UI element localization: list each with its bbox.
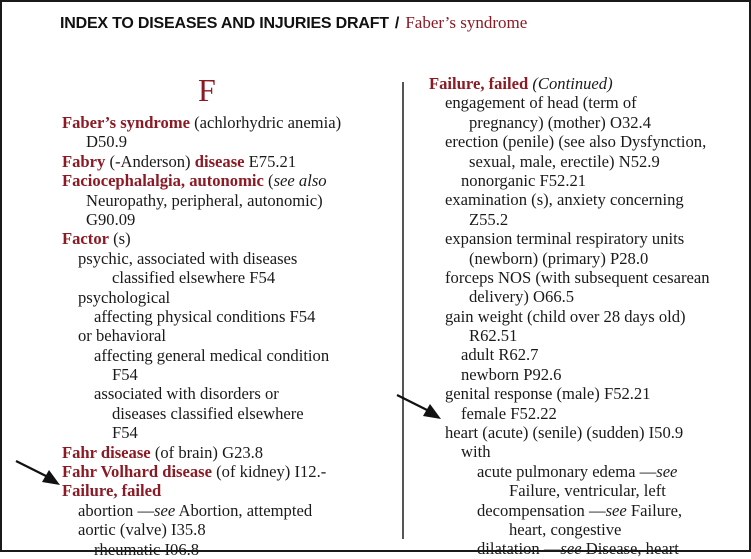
entry-text: Abortion, attempted: [175, 500, 313, 520]
entry-text: expansion terminal respiratory units: [445, 229, 685, 249]
entry-text: examination (s), anxiety concerning: [445, 190, 684, 210]
index-subentry: [429, 229, 710, 248]
entry-text: engagement of head (term of: [445, 93, 637, 113]
entry-text: decompensation —: [477, 500, 606, 520]
entry-text: (-Anderson): [105, 151, 195, 171]
entry-text: female F52.22: [461, 403, 557, 423]
entry-text: classified elsewhere F54: [112, 268, 276, 288]
index-subentry: [429, 287, 710, 306]
index-main-term: [429, 74, 710, 93]
entry-text: E75.21: [244, 151, 297, 171]
index-subentry: [429, 462, 710, 481]
index-subentry: [429, 365, 710, 384]
cross-reference-note: (Continued): [532, 74, 613, 93]
header-separator: /: [394, 15, 400, 32]
entry-text: diseases classified elsewhere: [112, 403, 304, 423]
header-topic: Faber’s syndrome: [405, 13, 528, 32]
entry-text: abortion —: [78, 500, 155, 520]
index-subentry: [429, 171, 710, 190]
index-subentry: [429, 501, 710, 520]
index-subentry: [62, 384, 341, 403]
entry-text: forceps NOS (with subsequent cesarean: [445, 267, 710, 287]
term-heading: Faber’s syndrome: [62, 113, 190, 132]
index-main-term: [62, 462, 341, 481]
term-heading: Fabry: [62, 151, 106, 171]
entry-text: nonorganic F52.21: [461, 170, 587, 190]
index-subentry: [62, 268, 341, 287]
entry-text: (s): [109, 229, 131, 249]
entry-text: delivery) O66.5: [469, 287, 575, 307]
index-subentry: [429, 404, 710, 423]
entry-text: dilatation —: [477, 539, 561, 559]
index-subentry: [62, 520, 341, 539]
entry-text: Neuropathy, peripheral, autonomic): [86, 190, 323, 210]
cross-reference-note: see: [605, 500, 627, 520]
entry-text: (of brain) G23.8: [150, 442, 264, 462]
cross-reference-note: see: [560, 539, 582, 559]
index-subentry: [429, 268, 710, 287]
entry-text: genital response (male) F52.21: [445, 384, 651, 404]
entry-text: F54: [112, 423, 138, 443]
entry-text: affecting physical conditions F54: [94, 306, 316, 326]
index-subentry: [429, 152, 710, 171]
index-subentry: [62, 132, 341, 151]
entry-text: newborn P92.6: [461, 364, 562, 384]
index-subentry: [429, 423, 710, 442]
entry-text: acute pulmonary edema —: [477, 461, 657, 481]
index-subentry: [62, 249, 341, 268]
index-main-term: [62, 443, 341, 462]
entry-text: Failure,: [626, 500, 683, 520]
term-heading: Fahr Volhard disease: [62, 462, 212, 482]
index-subentry: [429, 307, 710, 326]
index-subentry: [62, 423, 341, 442]
left-column: [62, 113, 341, 559]
entry-text: D50.9: [86, 132, 128, 152]
index-subentry: [429, 113, 710, 132]
index-subentry: [62, 501, 341, 520]
term-heading: Failure, failed: [429, 74, 529, 93]
index-subentry: [62, 191, 341, 210]
index-subentry: [62, 540, 341, 559]
index-main-term: [62, 229, 341, 248]
term-heading: Factor: [62, 229, 109, 249]
index-subentry: [62, 288, 341, 307]
index-subentry: [62, 404, 341, 423]
entry-text: rheumatic I06.8: [94, 539, 200, 559]
term-heading: Failure, failed: [62, 481, 162, 501]
entry-text: affecting general medical condition: [94, 345, 330, 365]
entry-text: psychological: [78, 287, 171, 307]
entry-text: sexual, male, erectile) N52.9: [469, 151, 660, 171]
entry-text: aortic (valve) I35.8: [78, 520, 206, 540]
index-subentry: [429, 442, 710, 461]
index-main-term: [62, 481, 341, 500]
entry-text: R62.51: [469, 326, 518, 346]
term-heading: Fahr disease: [62, 442, 151, 462]
arrow-icon: [14, 458, 64, 488]
entry-text: gain weight (child over 28 days old): [445, 306, 686, 326]
cross-reference-note: see: [656, 461, 678, 481]
entry-text: (of kidney) I12.-: [212, 462, 327, 482]
index-subentry: [429, 249, 710, 268]
entry-text: (newborn) (primary) P28.0: [469, 248, 649, 268]
cross-reference-note: see: [154, 500, 176, 520]
index-subentry: [429, 210, 710, 229]
entry-text: (: [263, 171, 274, 191]
entry-text: psychic, associated with diseases: [78, 248, 298, 268]
index-subentry: [429, 132, 710, 151]
index-subentry: [62, 326, 341, 345]
cross-reference-note: see also: [273, 171, 327, 191]
index-subentry: [429, 520, 710, 539]
index-subentry: [62, 210, 341, 229]
entry-text: heart, congestive: [509, 519, 622, 539]
right-column: [429, 74, 710, 559]
index-subentry: [429, 539, 710, 558]
index-subentry: [429, 384, 710, 403]
term-heading: disease: [194, 151, 245, 171]
index-main-term: [62, 113, 341, 132]
index-subentry: [429, 326, 710, 345]
entry-text: erection (penile) (see also Dysfynction,: [445, 132, 707, 152]
index-main-term: [62, 152, 341, 171]
entry-text: Failure, ventricular, left: [509, 481, 666, 501]
section-letter: F: [198, 72, 216, 108]
entry-text: (achlorhydric anemia): [189, 113, 342, 132]
entry-text: adult R62.7: [461, 345, 539, 365]
entry-text: Disease, heart: [581, 539, 679, 559]
entry-text: associated with disorders or: [94, 384, 279, 404]
index-subentry: [429, 481, 710, 500]
index-subentry: [429, 190, 710, 209]
entry-text: or behavioral: [78, 326, 167, 346]
entry-text: heart (acute) (senile) (sudden) I50.9: [445, 423, 684, 443]
term-heading: Faciocephalalgia, autonomic: [62, 171, 264, 191]
entry-text: pregnancy) (mother) O32.4: [469, 112, 652, 132]
header-title: INDEX TO DISEASES AND INJURIES DRAFT: [60, 15, 389, 32]
index-subentry: [62, 346, 341, 365]
index-main-term: [62, 171, 341, 190]
index-subentry: [62, 365, 341, 384]
entry-text: with: [461, 442, 491, 462]
index-subentry: [429, 93, 710, 112]
entry-text: G90.09: [86, 209, 136, 229]
index-subentry: [429, 345, 710, 364]
entry-text: F54: [112, 365, 138, 385]
index-subentry: [62, 307, 341, 326]
column-divider: [402, 82, 404, 539]
entry-text: Z55.2: [469, 209, 509, 229]
page-header: [60, 13, 527, 33]
arrow-icon: [395, 392, 445, 422]
